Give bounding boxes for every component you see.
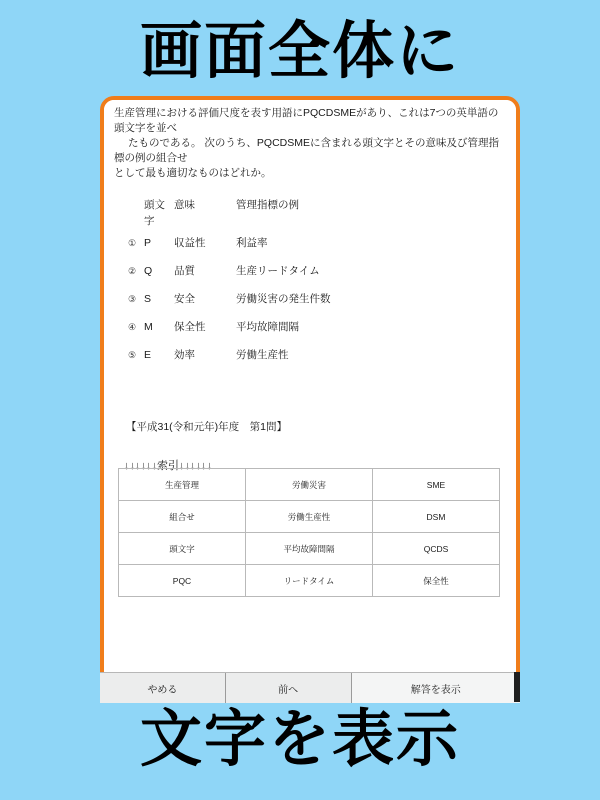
show-answer-button[interactable]: 解答を表示 (352, 673, 520, 703)
question-line-1: 生産管理における評価尺度を表す用語にPQCDSMEがあり、これは7つの英単語の頭文字を並べ (114, 107, 499, 134)
word-bank-cell[interactable]: 組合せ (119, 501, 246, 533)
word-bank-cell[interactable]: 平均故障間隔 (246, 533, 373, 565)
choice-meaning-3: 安全 (174, 293, 195, 305)
choice-number-1: ① (128, 238, 137, 248)
table-row (119, 533, 500, 565)
choice-example-2: 生産リードタイム (236, 265, 320, 277)
word-bank-cell[interactable]: 保全性 (373, 565, 500, 597)
overlay-top-caption: 画面全体に (139, 14, 460, 87)
previous-button[interactable]: 前へ (226, 673, 352, 703)
choice-header-example: 管理指標の例 (236, 199, 299, 211)
choice-header-letter: 頭文字 (144, 199, 165, 227)
word-bank-cell[interactable]: 頭文字 (119, 533, 246, 565)
index-marker: ↓↓↓↓↓↓索引↓↓↓↓↓↓ (124, 460, 212, 472)
choice-header-spacer (128, 197, 144, 229)
app-window (100, 96, 520, 700)
choice-number-3: ③ (128, 294, 137, 304)
question-line-3: として最も適切なものはどれか。 (114, 167, 272, 179)
choice-number-5: ⑤ (128, 350, 137, 360)
choice-letter-2: Q (144, 265, 153, 277)
word-bank-cell[interactable]: PQC (119, 565, 246, 597)
choice-number-2: ② (128, 266, 137, 276)
choice-example-1: 利益率 (236, 237, 268, 249)
choice-letter-3: S (144, 293, 152, 305)
choice-meaning-2: 品質 (174, 265, 195, 277)
choice-meaning-5: 効率 (174, 349, 195, 361)
word-bank-cell[interactable]: 労働災害 (246, 469, 373, 501)
choice-example-5: 労働生産性 (236, 349, 289, 361)
bottom-toolbar (100, 672, 520, 703)
word-bank-cell[interactable]: QCDS (373, 533, 500, 565)
exam-reference: 【平成31(令和元年)年度 第1問】 (126, 421, 288, 433)
word-bank-table (118, 468, 500, 597)
choice-option-2[interactable] (128, 263, 506, 279)
choice-letter-5: E (144, 349, 152, 361)
choice-meaning-4: 保全性 (174, 321, 206, 333)
choice-example-4: 平均故障間隔 (236, 321, 299, 333)
toolbar-right-edge (514, 672, 520, 702)
choice-number-4: ④ (128, 322, 137, 332)
word-bank-cell[interactable]: リードタイム (246, 565, 373, 597)
overlay-bottom-caption: 文字を表示 (139, 702, 460, 775)
choice-meaning-1: 収益性 (174, 237, 206, 249)
choice-option-5[interactable] (128, 347, 506, 363)
choice-header-row (128, 197, 506, 229)
choice-letter-4: M (144, 321, 153, 333)
choice-option-4[interactable] (128, 319, 506, 335)
table-row (119, 565, 500, 597)
word-bank-cell[interactable]: DSM (373, 501, 500, 533)
word-bank-cell[interactable]: 労働生産性 (246, 501, 373, 533)
table-row (119, 501, 500, 533)
choice-list (114, 197, 506, 363)
choice-option-1[interactable] (128, 235, 506, 251)
question-text (104, 100, 516, 473)
choice-letter-1: P (144, 237, 152, 249)
quit-button[interactable]: やめる (100, 673, 226, 703)
word-bank-cell[interactable]: 生産管理 (119, 469, 246, 501)
table-row (119, 469, 500, 501)
choice-header-meaning: 意味 (174, 199, 195, 211)
word-bank-cell[interactable]: SME (373, 469, 500, 501)
question-page (104, 100, 516, 696)
choice-option-3[interactable] (128, 291, 506, 307)
choice-example-3: 労働災害の発生件数 (236, 293, 331, 305)
question-line-2: たものである。 次のうち、PQCDSMEに含まれる頭文字とその意味及び管理指標の例の組合せ (114, 137, 500, 164)
